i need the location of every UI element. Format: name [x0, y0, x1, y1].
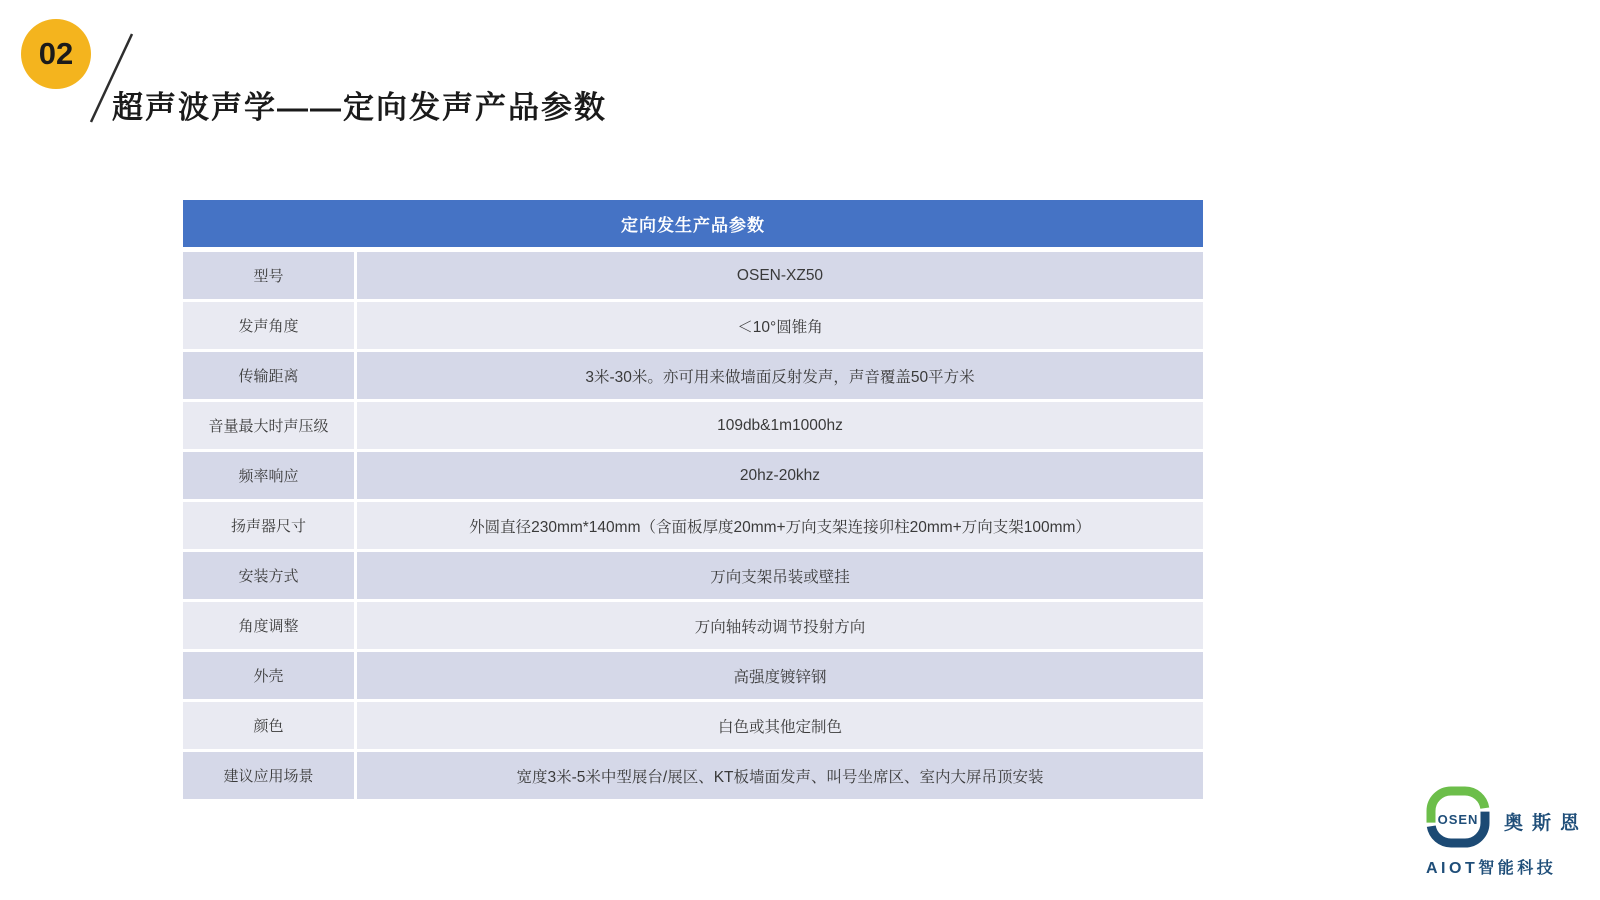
row-value: ＜10°圆锥角 — [357, 302, 1203, 349]
spec-table — [183, 200, 1203, 802]
logo-tagline: AIOT智能科技 — [1426, 860, 1557, 877]
table-row-color — [183, 702, 1203, 749]
table-header-title: 定向发生产品参数 — [621, 216, 765, 235]
row-label: 安装方式 — [183, 552, 354, 599]
row-label: 外壳 — [183, 652, 354, 699]
row-value: 20hz-20khz — [357, 452, 1203, 499]
table-row-shell — [183, 652, 1203, 699]
row-value: 外圆直径230mm*140mm（含面板厚度20mm+万向支架连接卯柱20mm+万向支架100mm） — [357, 502, 1203, 549]
table-row-frequency — [183, 452, 1203, 499]
row-value: 高强度镀锌钢 — [357, 652, 1203, 699]
logo-company-name: 奥斯恩 — [1504, 813, 1589, 834]
row-value: 万向轴转动调节投射方向 — [357, 602, 1203, 649]
table-row-angle — [183, 302, 1203, 349]
logo-ring-text: OSEN — [1437, 812, 1479, 827]
row-label: 发声角度 — [183, 302, 354, 349]
row-label: 角度调整 — [183, 602, 354, 649]
company-logo — [1425, 785, 1589, 880]
table-row-adjustment — [183, 602, 1203, 649]
row-value: 白色或其他定制色 — [357, 702, 1203, 749]
row-label: 扬声器尺寸 — [183, 502, 354, 549]
row-label: 型号 — [183, 252, 354, 299]
table-row-mounting — [183, 552, 1203, 599]
table-body — [183, 252, 1203, 799]
row-label: 传输距离 — [183, 352, 354, 399]
table-row-spl — [183, 402, 1203, 449]
table-row-model — [183, 252, 1203, 299]
row-value: 3米-30米。亦可用来做墙面反射发声，声音覆盖50平方米 — [357, 352, 1203, 399]
row-label: 音量最大时声压级 — [183, 402, 354, 449]
table-row-size — [183, 502, 1203, 549]
row-value: OSEN-XZ50 — [357, 252, 1203, 299]
page-title: 超声波声学——定向发声产品参数 — [112, 90, 607, 125]
section-number: 02 — [38, 36, 74, 71]
row-value: 宽度3米-5米中型展台/展区、KT板墙面发声、叫号坐席区、室内大屏吊顶安装 — [357, 752, 1203, 799]
row-value: 109db&1m1000hz — [357, 402, 1203, 449]
table-header — [183, 200, 1203, 247]
row-label: 颜色 — [183, 702, 354, 749]
row-label: 频率响应 — [183, 452, 354, 499]
row-value: 万向支架吊装或壁挂 — [357, 552, 1203, 599]
table-row-scenarios — [183, 752, 1203, 799]
table-row-distance — [183, 352, 1203, 399]
row-label: 建议应用场景 — [183, 752, 354, 799]
